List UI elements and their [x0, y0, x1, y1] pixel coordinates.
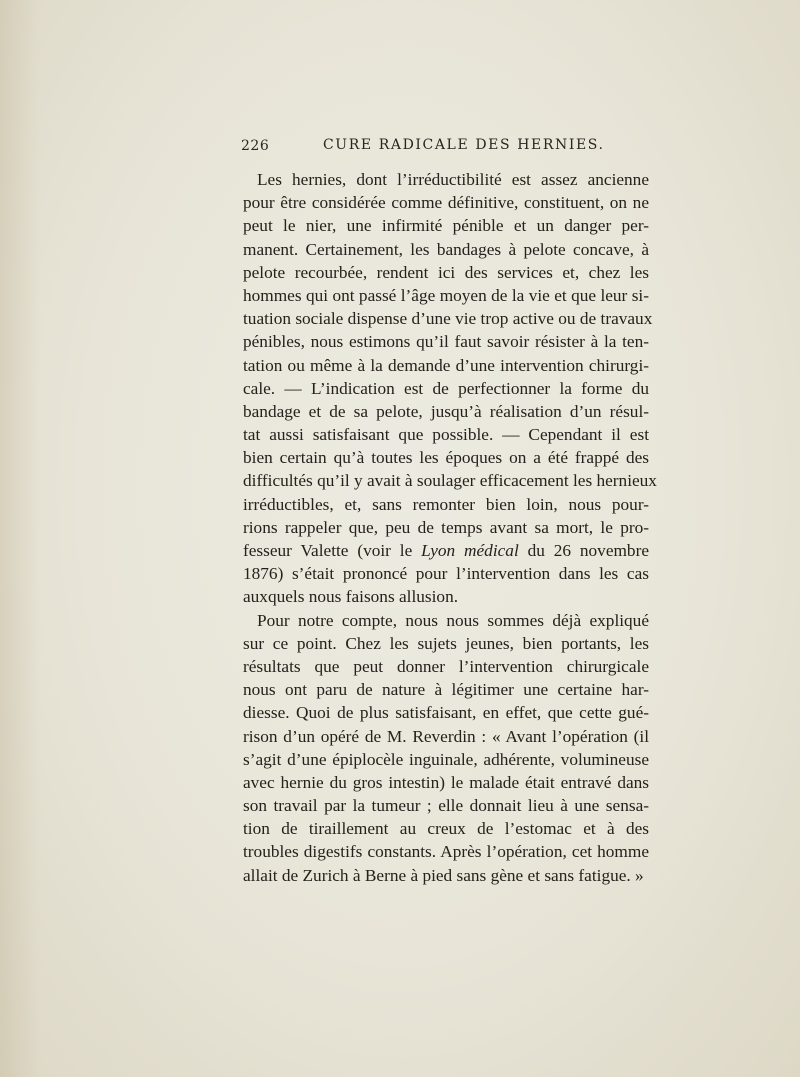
text-line: difficultés qu’il y avait à soulager efficacement les hernieux [243, 471, 657, 491]
text-line: nous ont paru de nature à légitimer une certaine har- [243, 680, 649, 700]
text-line: pelote recourbée, rendent ici des services et, chez les [243, 262, 649, 282]
text-line: résultats que peut donner l’intervention chirurgicale [243, 656, 649, 676]
text-line: auxquels nous faisons allusion. [243, 587, 459, 607]
text-line: irréductibles, et, sans remonter bien loin, nous pour- [243, 494, 649, 514]
text-line: pour être considérée comme définitive, constituent, on ne [243, 193, 649, 213]
text-line: pénibles, nous estimons qu’il faut savoir résister à la ten- [243, 332, 649, 352]
text-line: son travail par la tumeur ; elle donnait lieu à une sensa- [243, 796, 649, 816]
text-line: bien certain qu’à toutes les époques on a été frappé des [243, 448, 649, 468]
page-number: 226 [241, 138, 270, 154]
text-line: cale. — L’indication est de perfectionner la forme du [243, 378, 649, 398]
running-head-title: CURE RADICALE DES HERNIES. [323, 137, 605, 153]
paragraph-1 [243, 168, 657, 609]
text-line: Les hernies, dont l’irréductibilité est assez ancienne [257, 170, 649, 189]
text-line: rison d’un opéré de M. Reverdin : « Avant l’opération (il [243, 726, 649, 746]
text-line: sur ce point. Chez les sujets jeunes, bien portants, les [243, 633, 649, 653]
text-line: 1876) s’était prononcé pour l’intervention dans les cas [243, 564, 649, 584]
text-line: manent. Certainement, les bandages à pelote concave, à [243, 239, 649, 259]
page-edge-shading [0, 0, 40, 1077]
text-fragment: du 26 novembre [518, 541, 650, 560]
text-line: troubles digestifs constants. Après l’opération, cet homme [243, 842, 649, 862]
text-line: allait de Zurich à Berne à pied sans gène et sans fatigue. » [243, 865, 644, 885]
text-line: bandage et de sa pelote, jusqu’à réalisation d’un résul- [243, 401, 649, 421]
text-line: s’agit d’une épiplocèle inguinale, adhérente, volumineuse [243, 749, 649, 769]
journal-title: Lyon médical [421, 541, 519, 560]
running-head [241, 134, 651, 158]
text-line: hommes qui ont passé l’âge moyen de la vie et que leur si- [243, 285, 649, 305]
text-line-with-citation [243, 539, 649, 562]
text-line: tuation sociale dispense d’une vie trop active ou de travaux [243, 309, 653, 329]
text-line: diesse. Quoi de plus satisfaisant, en effet, que cette gué- [243, 703, 649, 723]
paragraph-2 [243, 609, 649, 887]
text-fragment: fesseur Valette (voir le [243, 541, 422, 560]
text-line: Pour notre compte, nous nous sommes déjà expliqué [257, 610, 649, 630]
text-line: avec hernie du gros intestin) le malade était entravé dans [243, 772, 649, 792]
text-line: peut le nier, une infirmité pénible et un danger per- [243, 216, 649, 236]
body-text [243, 168, 657, 887]
text-line: tion de tiraillement au creux de l’estomac et à des [243, 819, 649, 839]
text-line: tat aussi satisfaisant que possible. — Cependant il est [243, 425, 649, 445]
text-line: rions rappeler que, peu de temps avant sa mort, le pro- [243, 517, 649, 537]
text-line: tation ou même à la demande d’une intervention chirurgi- [243, 355, 649, 375]
